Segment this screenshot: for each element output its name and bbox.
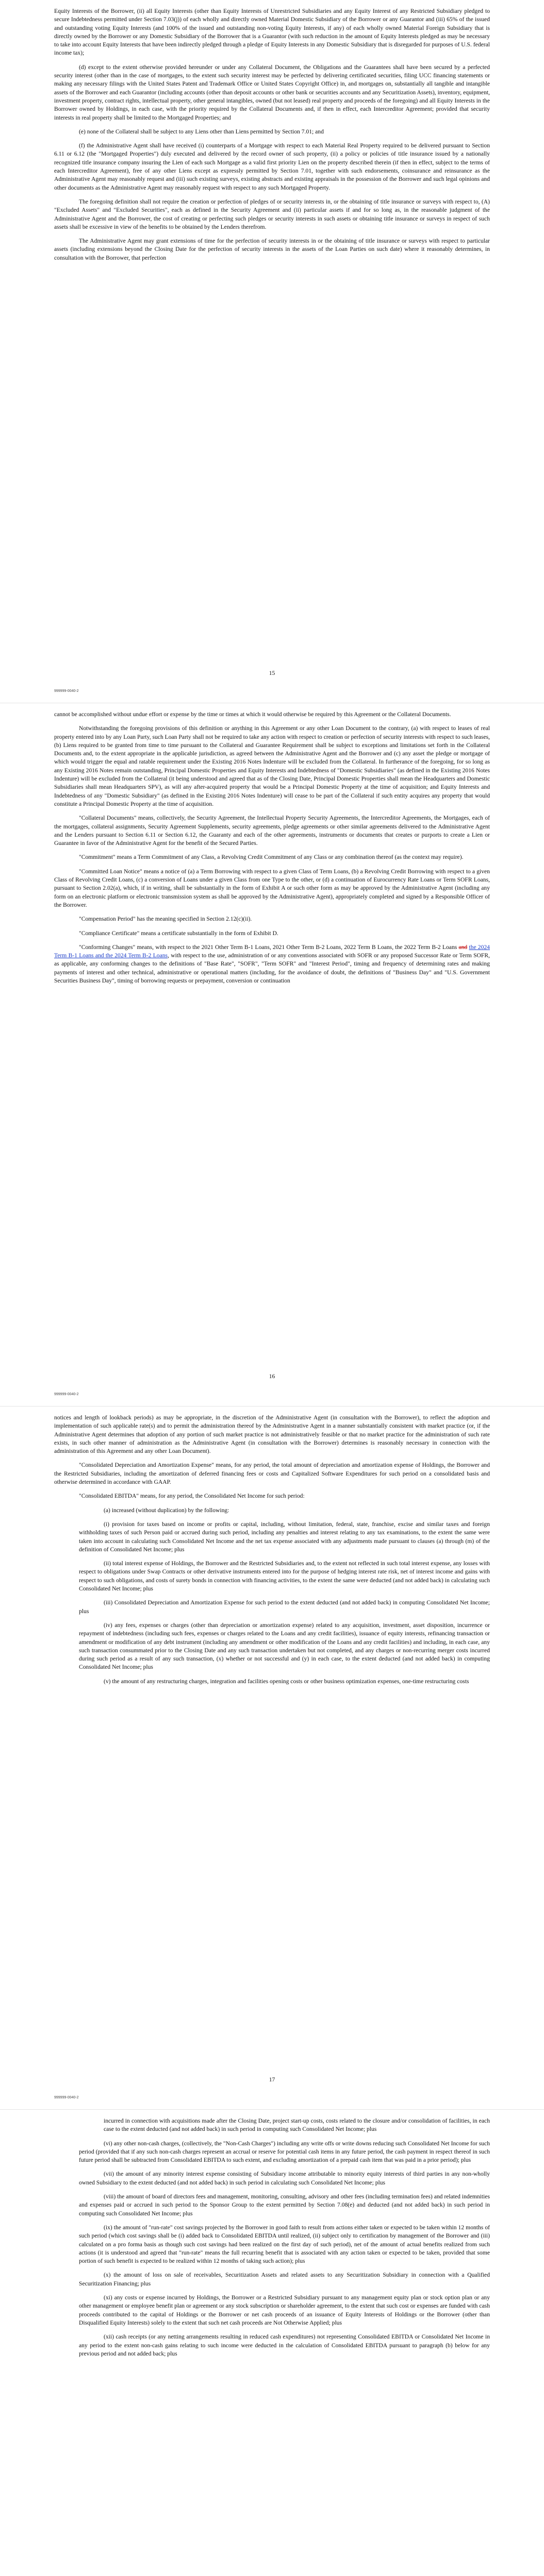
clause-vi: (vi) any other non-cash charges, (collectively, the "Non-Cash Charges") including any write offs or write downs reducing such Consolidated Net Income for such period (provided that if any such non-cash charges represent an accrual or reserve for potential cash items in any future period, the cash payment in respect thereof in such future period shall be subtracted from Consolidated EBITDA to such extent, and excluding amortization of a prepaid cash item that was paid in a prior period); plus: [79, 2140, 490, 2164]
clause-xii: (xii) cash receipts (or any netting arrangements resulting in reduced cash expenditures) not representing Consolidated EBITDA or Consolidated Net Income in any period to the extent non-cash gains relating to such income were deducted in the calculation of Consolidated EBITDA pursuant to paragraph (b) below for any previous period and not added back; plus: [79, 2333, 490, 2357]
page-footer: 999999-0040-2: [54, 1393, 79, 1396]
definition-committed-loan-notice: "Committed Loan Notice" means a notice of (a) a Term Borrowing with respect to a given Class of Term Loans, (b) a Revolving Credit Borrowing with respect to a given Class of Revolving Credit Loans, (c) a conversion of Loans under a given Class from one Type to the other, or (d) a continuation of Eurocurrency Rate Loans or Term SOFR Loans, pursuant to Section 2.02(a), which, if in writing, shall be substantially in the form of Exhibit A or such other form as may be approved by the Administrative Agent (including any form on an electronic platform or electronic transmission system as shall be approved by the Administrative Agent), appropriately completed and signed by a Responsible Officer of the Borrower.: [54, 868, 490, 908]
document-page-18: [0, 2110, 544, 2576]
definition-compliance-certificate: "Compliance Certificate" means a certificate substantially in the form of Exhibit D.: [79, 929, 278, 937]
deleted-text: and: [458, 943, 468, 951]
paragraph: notices and length of lookback periods) as may be appropriate, in the discretion of the Administrative Agent (in consultation with the Borrower), to reflect the adoption and implementation of such applicable rate(s) and to permit the administration thereof by the Administrative Agent in a manner substantially consistent with market practice (or, if the Administrative Agent determines that adoption of any portion of such market practice is not administratively feasible or that no market practice for the administration of such rate exists, in such other manner of administration as the Administrative Agent (in consultation with the Borrower) determines is reasonably necessary in connection with the administration of this Agreement and any other Loan Document).: [54, 1414, 490, 1455]
conforming-changes-text-cont: , with respect to the use, administration of or any conventions associated with SOFR or any proposed Successor Rate or Term SOFR, as applicable, any conforming changes to the definitions of "Base Rate", "SOFR", "Term SOFR" and "Interest Period", timing and frequency of determining rates and making payments of interest and other technical, administrative or operational matters (including, for the avoidance of doubt, the definitions of "Business Day" and "U.S. Government Securities Business Day", timing of borrowing requests or prepayment, conversion or continuation: [54, 952, 490, 985]
page-17-body: [54, 1406, 490, 1686]
paragraph-clause-e: (e) none of the Collateral shall be subject to any Liens other than Liens permitted by Section 7.01; and: [79, 128, 324, 135]
document-page-17: [0, 1406, 544, 2110]
clause-iv: (iv) any fees, expenses or charges (other than depreciation or amortization expense) related to any acquisition, investment, asset disposition, incurrence or repayment of indebtedness (including such fees, expenses or charges related to the Loans and any credit facilities), issuance of equity interests, refinancing transaction or amendment or modification of any debt instrument (including any amendment or other modification of the Loans and any credit facilities) and including, in each case, any such transaction consummated prior to the Closing Date and any such transaction undertaken but not completed, and any charges or non-recurring merger costs incurred during such period as a result of any such transaction, (x) whether or not successful and (y) in each case, to the extent deducted (and not added back) in computing Consolidated Net Income; plus: [79, 1621, 490, 1671]
paragraph: The foregoing definition shall not require the creation or perfection of pledges of or security interests in, or the obtaining of title insurance or surveys with respect to, (A) "Excluded Assets" and "Excluded Securities", each as defined in the Security Agreement and (ii) particular assets if and for so long as, in the reasonable judgment of the Administrative Agent and the Borrower, the cost of creating or perfecting such pledges or security interests in such assets or obtaining title insurance or surveys in respect of such assets shall be excessive in view of the benefits to be obtained by the Lenders therefrom.: [54, 198, 490, 230]
paragraph: incurred in connection with acquisitions made after the Closing Date, project start-up costs, costs related to the closure and/or consolidation of facilities, in each case to the extent deducted (and not added back) in such period in computing such Consolidated Net Income; plus: [104, 2117, 490, 2133]
clause-iii: (iii) Consolidated Depreciation and Amortization Expense for such period to the extent deducted (and not added back) in computing Consolidated Net Income; plus: [79, 1599, 490, 1615]
clause-a: (a) increased (without duplication) by the following:: [104, 1506, 229, 1514]
page-number: 17: [269, 2076, 275, 2083]
inserted-text: the 2024 Term B-1 Loans and the 2024 Term B-2 Loans: [54, 943, 490, 959]
definition-collateral-documents: "Collateral Documents" means, collectively, the Security Agreement, the Intellectual Property Security Agreements, the Intercreditor Agreements, the Mortgages, each of the mortgages, collateral assignments, Security Agreement Supplements, security agreements, pledge agreements or other similar agreements delivered to the Administrative Agent and the Lenders pursuant to Section 6.11 or Section 6.12, the Guaranty and each of the other agreements, instruments or documents that creates or purports to create a Lien or Guarantee in favor of the Administrative Agent for the benefit of the Secured Parties.: [54, 815, 490, 847]
page-16-body: [54, 703, 490, 985]
clause-ii: (ii) total interest expense of Holdings, the Borrower and the Restricted Subsidiaries and, to the extent not reflected in such total interest expense, any losses with respect to obligations under Swap Contracts or other derivative instruments entered into for the purpose of hedging interest rate risk, net of interest income and gains with respect to such obligations, and costs of surety bonds in connection with financing activities, to the extent the same were deducted (and not added back) in calculating such Consolidated Net Income; plus: [79, 1560, 490, 1592]
clause-ix: (ix) the amount of "run-rate" cost savings projected by the Borrower in good faith to result from actions either taken or expected to be taken within 12 months of such period (which cost savings shall be (i) added back to Consolidated EBITDA until realized, (ii) subject only to certification by management of the Borrower and (iii) calculated on a pro forma basis as though such cost savings had been realized on the first day of such period), net of the amount of actual benefits realized from such actions (it is understood and agreed that "run-rate" means the full recurring benefit that is associated with any action taken or expected to be taken, provided that some portion of such benefit is expected to be realized within 12 months of taking such action); plus: [79, 2224, 490, 2265]
clause-xi: (xi) any costs or expense incurred by Holdings, the Borrower or a Restricted Subsidiary pursuant to any management equity plan or stock option plan or any other management or employee benefit plan or agreement or any stock subscription or shareholder agreement, to the extent that such cost or expenses are funded with cash proceeds contributed to the capital of Holdings or the Borrower or net cash proceeds of an issuance of Equity Interests of Holdings or the Borrower (other than Disqualified Equity Interests) solely to the extent that such net cash proceeds are Not Otherwise Applied; plus: [79, 2294, 490, 2326]
paragraph: Notwithstanding the foregoing provisions of this definition or anything in this Agreement or any other Loan Document to the contrary, (a) with respect to leases of real property entered into by any Loan Party, such Loan Party shall not be required to take any action with respect to creation or perfection of security interests with respect to such leases, (b) Liens required to be granted from time to time pursuant to the Collateral and Guarantee Requirement shall be subject to exceptions and limitations set forth in the Collateral Documents and, to the extent appropriate in the applicable jurisdiction, as agreed between the Administrative Agent and the Borrower and (c) any asset the pledge or mortgage of which would trigger the equal and ratable requirement under the Existing 2016 Notes Indenture will be excluded from the Collateral. In furtherance of the foregoing, for so long as any Existing 2016 Notes remain outstanding, Principal Domestic Properties and Equity Interests and Indebtedness of "Domestic Subsidiaries" (as defined in the Existing 2016 Notes Indenture) will be excluded from the Collateral (it being understood and agreed that as of the Closing Date, Principal Domestic Properties shall mean the Headquarters and Domestic Subsidiaries shall mean Headquarters SPV), as will any after-acquired property that would be a Principal Domestic Property at the time of acquisition; and Equity Interests and Indebtedness of any "Domestic Subsidiary" (as defined in the Existing 2016 Notes Indenture) will cease to be part of the Collateral if such entity acquires any property that would constitute a Principal Domestic Property at the time of acquisition.: [54, 725, 490, 807]
paragraph-clause-f: (f) the Administrative Agent shall have received (i) counterparts of a Mortgage with respect to each Material Real Property required to be delivered pursuant to Section 6.11 or 6.12 (the "Mortgaged Properties") duly executed and delivered by the record owner of such property, (ii) a policy or policies of title insurance issued by a nationally recognized title insurance company insuring the Lien of each such Mortgage as a valid first priority Lien on the property described therein (if then in effect, subject to the terms of each Intercreditor Agreement), free of any other Liens except as expressly permitted by Section 7.01, together with such endorsements, coinsurance and reinsurance as the Administrative Agent may reasonably request and (iii) such existing surveys, existing abstracts and existing appraisals in the possession of the Borrower and such legal opinions and other documents as the Administrative Agent may reasonably request with respect to any such Mortgaged Property.: [54, 142, 490, 191]
page-footer: 999999-0040-2: [54, 689, 79, 693]
page-number: 16: [269, 1373, 275, 1380]
page-18-body: [54, 2110, 490, 2358]
definition-consolidated-ebitda: "Consolidated EBITDA" means, for any period, the Consolidated Net Income for such period:: [79, 1493, 305, 1500]
page-15-body: [54, 0, 490, 262]
page-footer: 999999-0040-2: [54, 2096, 79, 2099]
document-page-15: [0, 0, 544, 703]
definition-conforming-changes: [54, 943, 490, 985]
paragraph-clause-d: (d) except to the extent otherwise provided hereunder or under any Collateral Document, the Obligations and the Guarantees shall have been secured by a perfected security interest (other than in the case of mortgages, to the extent such security interest may be perfected by delivering certificated securities, filing UCC financing statements or making any necessary filings with the United States Patent and Trademark Office or United States Copyright Office) in, and mortgages on, substantially all tangible and intangible assets of the Borrower and each Guarantor (including accounts (other than deposit accounts or other bank or securities accounts and any Securitization Assets), inventory, equipment, investment property, contract rights, intellectual property, other general intangibles, owned (but not leased) real property and proceeds of the foregoing) and all Equity Interests in the Borrower owned by Holdings, in each case, with the priority required by the Collateral Documents and, if then in effect, each Intercreditor Agreement; provided that security interests in real property shall be limited to the Mortgaged Properties; and: [54, 63, 490, 121]
clause-viii: (viii) the amount of board of directors fees and management, monitoring, consulting, advisory and other fees (including termination fees) and related indemnities and expenses paid or accrued in such period to the Sponsor Group to the extent permitted by Section 7.08(e) and deducted (and not added back) in such period in computing such Consolidated Net Income; plus: [79, 2193, 490, 2217]
document-page-16: [0, 703, 544, 1406]
paragraph: Equity Interests of the Borrower, (ii) all Equity Interests (other than Equity Interests of Unrestricted Subsidiaries and any Equity Interest of any Restricted Subsidiary pledged to secure Indebtedness permitted under Section 7.03(j)) of each wholly and directly owned Material Domestic Subsidiary of the Borrower or any Guarantor and (iii) 65% of the issued and outstanding voting Equity Interests (and 100% of the issued and outstanding non-voting Equity Interests, if any) of each wholly owned Material Foreign Subsidiary that is directly owned by the Borrower or any Domestic Subsidiary of the Borrower that is a Guarantor (with such reduction in the amount of Equity Interests pledged as may be necessary to take into account Equity Interests that have been indirectly pledged through a pledge of Equity Interests in any Domestic Subsidiary that is disregarded for purposes of U.S. federal income tax);: [54, 8, 490, 57]
clause-vii: (vii) the amount of any minority interest expense consisting of Subsidiary income attributable to minority equity interests of third parties in any non-wholly owned Subsidiary to the extent deducted (and not added back) in such period in calculating such Consolidated Net Income; plus: [79, 2171, 490, 2186]
conforming-changes-text: "Conforming Changes" means, with respect to the 2021 Other Term B-1 Loans, 2021 Other Term B-2 Loans, 2022 Term B Loans, the 2022 Term B-2 Loans: [79, 943, 457, 951]
clause-x: (x) the amount of loss on sale of receivables, Securitization Assets and related assets to any Securitization Subsidiary in connection with a Qualified Securitization Financing; plus: [79, 2272, 490, 2287]
clause-v: (v) the amount of any restructuring charges, integration and facilities opening costs or other business optimization expenses, one-time restructuring costs: [104, 1677, 469, 1685]
definition-compensation-period: "Compensation Period" has the meaning specified in Section 2.12(c)(ii).: [79, 916, 252, 923]
page-number: 15: [269, 670, 275, 676]
clause-i: (i) provision for taxes based on income or profits or capital, including, without limitation, federal, state, franchise, excise and similar taxes and foreign withholding taxes of such Person paid or accrued during such period, including any penalties and interest relating to any tax examinations, to the extent the same were taken into account in calculating such Consolidated Net Income and the net tax expense associated with any adjustments made pursuant to clauses (a) through (m) of the definition of Consolidated Net Income; plus: [79, 1520, 490, 1553]
definition-consolidated-depreciation: "Consolidated Depreciation and Amortization Expense" means, for any period, the total amount of depreciation and amortization expense of Holdings, the Borrower and the Restricted Subsidiaries, including the amortization of deferred financing fees or costs and Capitalized Software Expenditures for such period on a consolidated basis and otherwise determined in accordance with GAAP.: [54, 1462, 490, 1486]
paragraph: The Administrative Agent may grant extensions of time for the perfection of security interests in or the obtaining of title insurance or surveys with respect to particular assets (including extensions beyond the Closing Date for the perfection of security interests in the assets of the Loan Parties on such date) where it reasonably determines, in consultation with the Borrower, that perfection: [54, 238, 490, 261]
paragraph: cannot be accomplished without undue effort or expense by the time or times at which it would otherwise be required by this Agreement or the Collateral Documents.: [54, 711, 451, 718]
definition-commitment: "Commitment" means a Term Commitment of any Class, a Revolving Credit Commitment of any Class or any combination thereof (as the context may require).: [79, 854, 464, 861]
